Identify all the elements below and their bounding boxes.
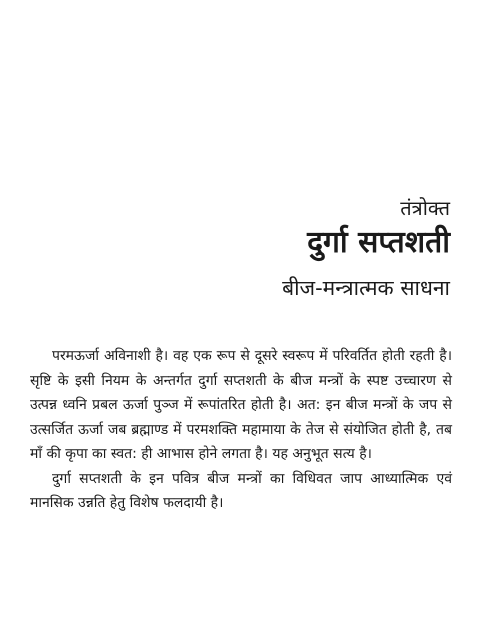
body-text <box>30 344 452 516</box>
subtitle: बीज-मन्त्रात्मक साधना <box>282 276 450 300</box>
paragraph-1: परमऊर्जा अविनाशी है। वह एक रूप से दूसरे स्वरूप में परिवर्तित होती रहती है। सृष्टि के इसी नियम के अन्तर्गत दुर्गा सप्तशती के बीज मन्त्रों के स्पष्ट उच्चारण से उत्पन्न ध्वनि प्रबल ऊर्जा पुञ्ज में रूपांतरित होती है। अत: इन बीज मन्त्रों के जप से उत्सर्जित ऊर्जा जब ब्रह्माण्ड में परमशक्ति महामाया के तेज से संयोजित होती है, तब माँ की कृपा का स्वत: ही आभास होने लगता है। यह अनुभूत सत्य है। <box>30 348 452 462</box>
paragraph-2: दुर्गा सप्तशती के इन पवित्र बीज मन्त्रों का विधिवत जाप आध्यात्मिक एवं मानसिक उन्नति हेतु विशेष फलदायी है। <box>30 470 452 511</box>
title-block <box>282 196 450 302</box>
main-title: दुर्गा सप्तशती <box>307 225 450 260</box>
pre-title: तंत्रोक्त <box>400 196 450 220</box>
